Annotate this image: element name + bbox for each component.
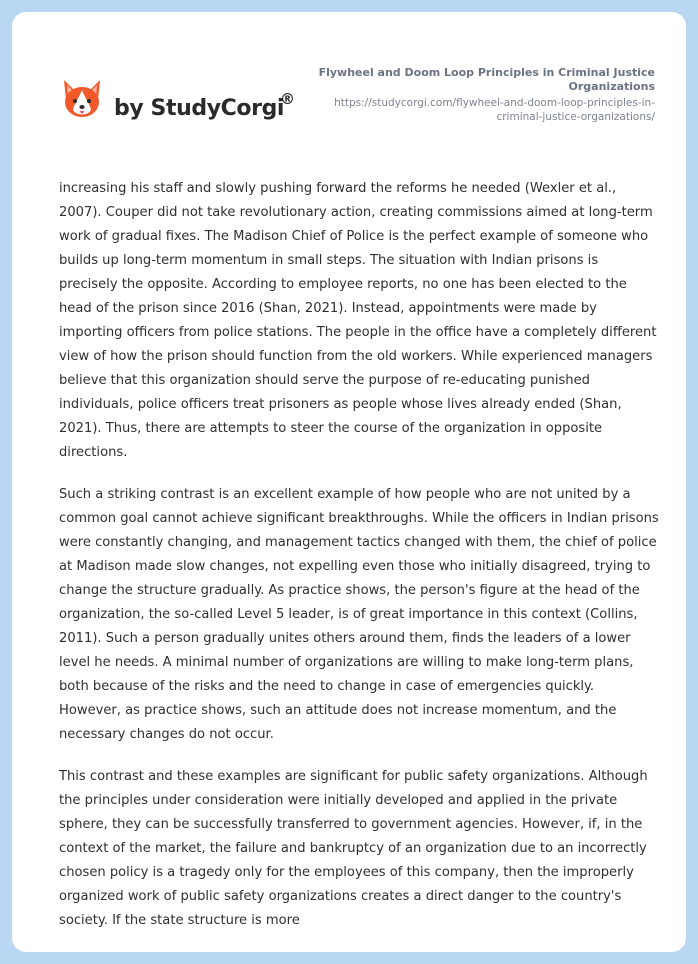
document-body: [59, 177, 659, 951]
brand-name: by StudyCorgi: [114, 96, 285, 121]
document-url[interactable]: https://studycorgi.com/flywheel-and-doom-loop-principles-in-criminal-justice-organizations/: [334, 97, 655, 123]
paragraph: Such a striking contrast is an excellent example of how people who are not united by a common goal cannot achieve significant breakthroughs. While the officers in Indian prisons were constantly changing, and management tactics changed with them, the chief of police at Madison made slow changes, not expelling even those who initially disagreed, trying to change the structure gradually. As practice shows, the person's figure at the head of the organization, the so-called Level 5 leader, is of great importance in this context (Collins, 2011). Such a person gradually unites others around them, finds the leaders of a lower level he needs. A minimal number of organizations are willing to make long-term plans, both because of the risks and the need to change in case of emergencies quickly. However, as practice shows, such an attitude does not increase momentum, and the necessary changes do not occur.: [59, 487, 659, 742]
document-page: [12, 12, 686, 952]
document-title: Flywheel and Doom Loop Principles in Criminal Justice Organizations: [318, 66, 655, 93]
paragraph: increasing his staff and slowly pushing forward the reforms he needed (Wexler et al., 2007). Couper did not take revolutionary action, creating commissions aimed at long-term work of gradual fixes. The Madison Chief of Police is the perfect example of someone who builds up long-term momentum in small steps. The situation with Indian prisons is precisely the opposite. According to employee reports, no one has been elected to the head of the prison since 2016 (Shan, 2021). Instead, appointments were made by importing officers from police stations. The people in the office have a completely different view of how the prison should function from the old workers. While experienced managers believe that this organization should serve the purpose of re-educating punished individuals, police officers treat prisoners as people whose lives already ended (Shan, 2021). Thus, there are attempts to steer the course of the organization in opposite directions.: [59, 181, 657, 460]
page-header: [12, 12, 686, 152]
corgi-logo-icon: [60, 76, 104, 122]
paragraph: This contrast and these examples are significant for public safety organizations. Although the principles under consideration were initially developed and applied in the private sphere, they can be successfully transferred to government agencies. However, if, in the context of the market, the failure and bankruptcy of an organization due to an incorrectly chosen policy is a tragedy only for the employees of this company, then the improperly organized work of public safety organizations creates a direct danger to the country's society. If the state structure is more: [59, 769, 648, 928]
registered-mark: ®: [280, 90, 295, 108]
studycorgi-logo[interactable]: [60, 76, 310, 128]
document-meta: [315, 66, 655, 124]
